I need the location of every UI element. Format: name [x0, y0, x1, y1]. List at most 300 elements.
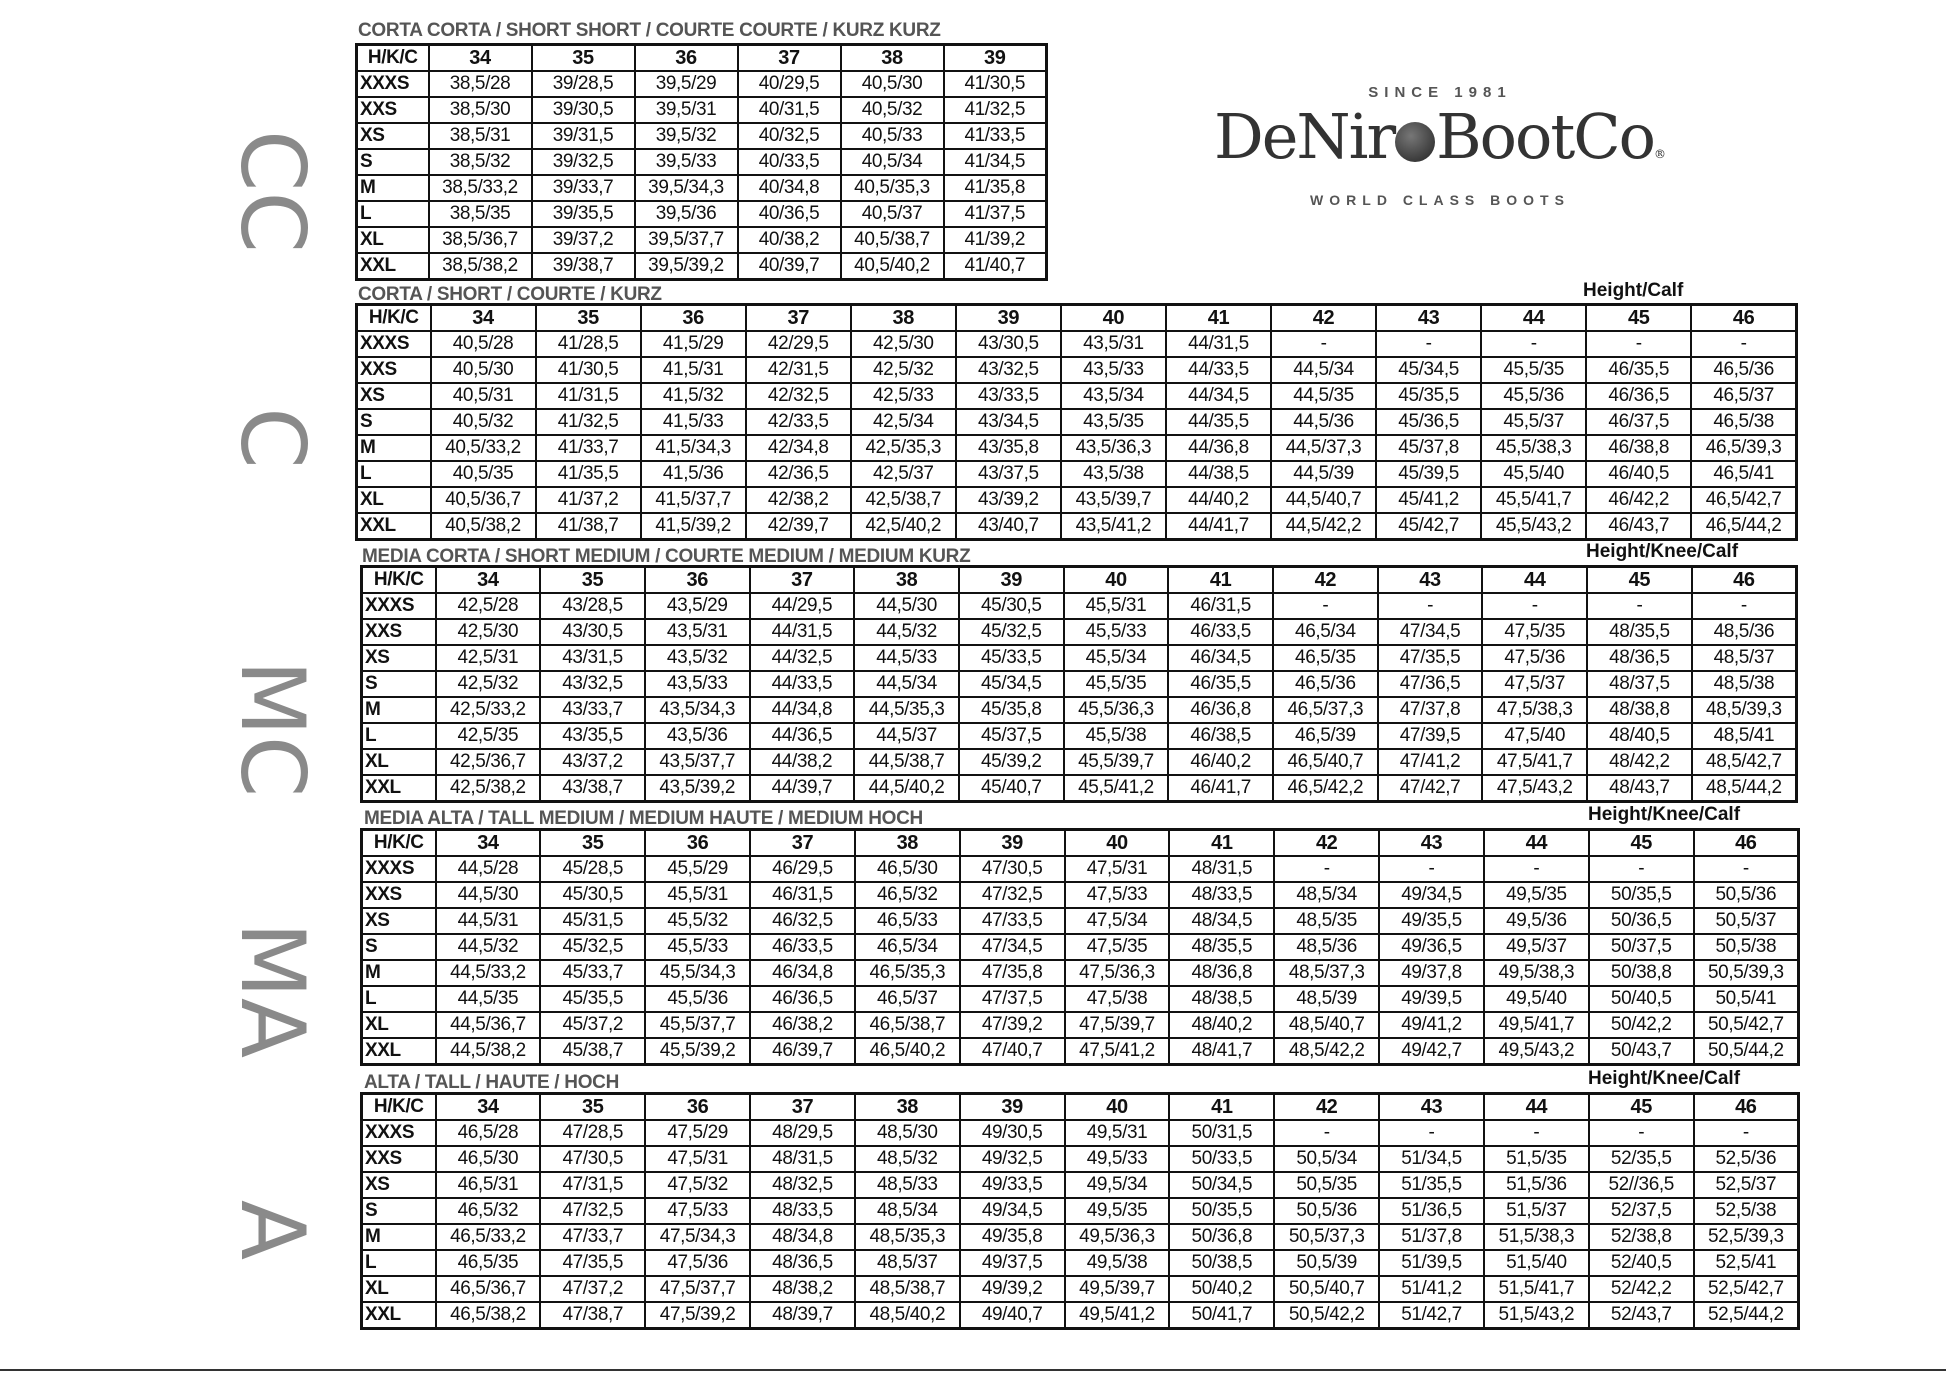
table-cell: 43,5/39,7 — [1061, 487, 1166, 513]
size-table-media-alta — [360, 828, 1800, 1066]
table-cell: 42/34,8 — [746, 435, 851, 461]
row-label-header: H/K/C — [357, 305, 431, 332]
row-size-label: XL — [362, 1012, 436, 1038]
column-header-size: 46 — [1694, 1094, 1799, 1121]
column-header-size: 42 — [1274, 1094, 1379, 1121]
table-cell: 45,5/35 — [1064, 671, 1169, 697]
table-cell: 42/36,5 — [746, 461, 851, 487]
table-cell: 45,5/36,3 — [1064, 697, 1169, 723]
table-cell: 49,5/38 — [1065, 1250, 1170, 1276]
table-cell: - — [1273, 593, 1378, 619]
table-cell: 40,5/37 — [841, 201, 944, 227]
table-cell: 46/38,5 — [1168, 723, 1273, 749]
column-header-size: 43 — [1378, 567, 1483, 594]
table-row — [362, 960, 1799, 986]
table-cell: 51,5/40 — [1484, 1250, 1589, 1276]
table-cell: 46,5/40,2 — [855, 1038, 960, 1065]
header-label-height-knee-calf-mc: Height/Knee/Calf — [1586, 541, 1739, 562]
table-cell: 51,5/38,3 — [1484, 1224, 1589, 1250]
table-cell: 47/42,7 — [1378, 775, 1483, 802]
bottom-divider — [0, 1369, 1946, 1371]
table-cell: 50,5/35 — [1274, 1172, 1379, 1198]
table-cell: 45/36,5 — [1376, 409, 1481, 435]
table-cell: 46,5/35 — [436, 1250, 541, 1276]
table-cell: 42,5/40,2 — [851, 513, 956, 540]
table-row — [362, 1276, 1799, 1302]
table-cell: 50/35,5 — [1589, 882, 1694, 908]
table-cell: 40/36,5 — [738, 201, 841, 227]
table-cell: 45/37,2 — [540, 1012, 645, 1038]
table-cell: 44,5/38,2 — [436, 1038, 541, 1065]
table-row — [362, 1172, 1799, 1198]
table-cell: 45,5/36 — [645, 986, 750, 1012]
table-cell: 47/34,5 — [960, 934, 1065, 960]
table-cell: 46,5/44,2 — [1691, 513, 1796, 540]
side-label-ma: MA — [221, 922, 324, 1059]
table-cell: 49/35,8 — [960, 1224, 1065, 1250]
table-cell: 51,5/36 — [1484, 1172, 1589, 1198]
table-cell: 44/39,7 — [750, 775, 855, 802]
table-cell: 41,5/39,2 — [641, 513, 746, 540]
column-header-size: 43 — [1379, 1094, 1484, 1121]
table-cell: 50/34,5 — [1169, 1172, 1274, 1198]
table-cell: 43,5/32 — [645, 645, 750, 671]
logo-brand-first: DeNir — [1213, 100, 1395, 173]
header-label-height-knee-calf-a: Height/Knee/Calf — [1588, 1068, 1741, 1089]
table-cell: 47,5/37 — [1482, 671, 1587, 697]
table-cell: 44/31,5 — [1166, 331, 1271, 357]
table-cell: 40,5/34 — [841, 149, 944, 175]
column-header-size: 43 — [1376, 305, 1481, 332]
row-size-label: XXS — [357, 357, 431, 383]
table-cell: 49/36,5 — [1379, 934, 1484, 960]
table-cell: 47,5/38,3 — [1482, 697, 1587, 723]
table-cell: 44,5/35,3 — [854, 697, 959, 723]
table-row — [362, 934, 1799, 960]
table-cell: 48,5/42,2 — [1274, 1038, 1379, 1065]
table-cell: 43/28,5 — [540, 593, 645, 619]
table-cell: 52,5/41 — [1694, 1250, 1799, 1276]
table-cell: 44,5/31 — [436, 908, 541, 934]
table-cell: 48/35,5 — [1169, 934, 1274, 960]
row-size-label: XXXS — [362, 1120, 436, 1146]
column-header-size: 39 — [960, 830, 1065, 857]
size-table-corta — [355, 303, 1798, 541]
table-cell: - — [1484, 856, 1589, 882]
table-cell: 42/29,5 — [746, 331, 851, 357]
table-cell: 50,5/37 — [1694, 908, 1799, 934]
table-cell: 50,5/34 — [1274, 1146, 1379, 1172]
table-cell: 45/33,5 — [959, 645, 1064, 671]
column-header-size: 35 — [532, 45, 635, 72]
table-cell: 46,5/32 — [436, 1198, 541, 1224]
table-cell: 41,5/32 — [641, 383, 746, 409]
table-cell: 48/29,5 — [750, 1120, 855, 1146]
table-cell: 48/34,8 — [750, 1224, 855, 1250]
table-cell: 44/34,8 — [750, 697, 855, 723]
table-row — [357, 71, 1047, 97]
table-cell: 45/39,5 — [1376, 461, 1481, 487]
table-header-row — [362, 830, 1799, 857]
table-cell: 45,5/39,7 — [1064, 749, 1169, 775]
table-cell: 49/42,7 — [1379, 1038, 1484, 1065]
row-size-label: L — [362, 1250, 436, 1276]
row-size-label: L — [357, 201, 429, 227]
table-cell: 48,5/37 — [1692, 645, 1797, 671]
table-cell: 49/41,2 — [1379, 1012, 1484, 1038]
table-cell: 47,5/35 — [1065, 934, 1170, 960]
table-cell: 43/40,7 — [956, 513, 1061, 540]
table-cell: 48/43,7 — [1587, 775, 1692, 802]
table-cell: 51,5/35 — [1484, 1146, 1589, 1172]
table-cell: 46,5/35,3 — [855, 960, 960, 986]
table-cell: 47,5/31 — [1065, 856, 1170, 882]
table-cell: 50/42,2 — [1589, 1012, 1694, 1038]
table-cell: 42,5/34 — [851, 409, 956, 435]
table-cell: 47,5/34 — [1065, 908, 1170, 934]
table-cell: 52/38,8 — [1589, 1224, 1694, 1250]
table-cell: 46,5/38,2 — [436, 1302, 541, 1329]
table-cell: 46,5/35 — [1273, 645, 1378, 671]
row-size-label: XXXS — [362, 856, 436, 882]
table-cell: 45,5/38 — [1064, 723, 1169, 749]
table-cell: 50,5/36 — [1694, 882, 1799, 908]
table-cell: 47,5/33 — [1065, 882, 1170, 908]
table-cell: 46,5/33 — [855, 908, 960, 934]
row-size-label: XXL — [357, 253, 429, 280]
table-cell: 43/35,8 — [956, 435, 1061, 461]
column-header-size: 37 — [750, 830, 855, 857]
table-cell: 48/36,5 — [1587, 645, 1692, 671]
table-cell: 41,5/33 — [641, 409, 746, 435]
table-cell: 40,5/40,2 — [841, 253, 944, 280]
table-cell: - — [1379, 1120, 1484, 1146]
table-cell: 40,5/33,2 — [431, 435, 536, 461]
column-header-size: 34 — [436, 567, 541, 594]
row-size-label: S — [362, 934, 436, 960]
table-cell: 44,5/35 — [1271, 383, 1376, 409]
table-cell: 42,5/28 — [436, 593, 541, 619]
row-size-label: XXXS — [362, 593, 436, 619]
table-cell: 41/32,5 — [536, 409, 641, 435]
table-cell: 46/35,5 — [1586, 357, 1691, 383]
row-size-label: M — [357, 435, 431, 461]
table-cell: 46/38,2 — [750, 1012, 855, 1038]
table-cell: 46/41,7 — [1168, 775, 1273, 802]
table-cell: 46,5/36,7 — [436, 1276, 541, 1302]
table-cell: 42,5/37 — [851, 461, 956, 487]
table-cell: 52/35,5 — [1589, 1146, 1694, 1172]
table-cell: 43/33,5 — [956, 383, 1061, 409]
table-cell: 44/36,5 — [750, 723, 855, 749]
table-cell: 40,5/30 — [431, 357, 536, 383]
table-cell: 41/33,5 — [944, 123, 1047, 149]
table-cell: 45,5/29 — [645, 856, 750, 882]
table-cell: 44,5/34 — [854, 671, 959, 697]
table-row — [357, 513, 1797, 540]
table-cell: 43/33,7 — [540, 697, 645, 723]
table-cell: 49,5/37 — [1484, 934, 1589, 960]
table-cell: 40,5/28 — [431, 331, 536, 357]
column-header-size: 35 — [540, 830, 645, 857]
table-cell: 50,5/37,3 — [1274, 1224, 1379, 1250]
row-size-label: XS — [362, 908, 436, 934]
table-cell: 44/40,2 — [1166, 487, 1271, 513]
table-cell: 46/34,8 — [750, 960, 855, 986]
table-cell: 47,5/37,7 — [645, 1276, 750, 1302]
table-cell: 47/39,5 — [1378, 723, 1483, 749]
table-cell: 41/34,5 — [944, 149, 1047, 175]
table-cell: 46/36,8 — [1168, 697, 1273, 723]
table-cell: 47,5/39,2 — [645, 1302, 750, 1329]
table-cell: 48/42,2 — [1587, 749, 1692, 775]
table-cell: 46,5/36 — [1691, 357, 1796, 383]
table-cell: 43/35,5 — [540, 723, 645, 749]
column-header-size: 43 — [1379, 830, 1484, 857]
table-cell: 39/33,7 — [532, 175, 635, 201]
column-header-size: 34 — [436, 1094, 541, 1121]
table-cell: 50,5/38 — [1694, 934, 1799, 960]
column-header-size: 46 — [1692, 567, 1797, 594]
logo-brand-second: BootCo — [1436, 100, 1655, 173]
table-cell: 48,5/34 — [855, 1198, 960, 1224]
table-cell: 39/28,5 — [532, 71, 635, 97]
table-cell: 47/37,8 — [1378, 697, 1483, 723]
table-cell: 49,5/39,7 — [1065, 1276, 1170, 1302]
section-title-corta-corta: CORTA CORTA / SHORT SHORT / COURTE COURTE / KURZ KURZ — [358, 20, 941, 41]
row-size-label: XXS — [362, 1146, 436, 1172]
table-cell: 46,5/42,2 — [1273, 775, 1378, 802]
side-label-a: A — [221, 1199, 324, 1261]
column-header-size: 39 — [960, 1094, 1065, 1121]
table-cell: 39/37,2 — [532, 227, 635, 253]
table-row — [357, 331, 1797, 357]
table-cell: 45/35,5 — [1376, 383, 1481, 409]
column-header-size: 45 — [1586, 305, 1691, 332]
table-cell: 41/40,7 — [944, 253, 1047, 280]
table-cell: 48/32,5 — [750, 1172, 855, 1198]
table-cell: 45,5/37,7 — [645, 1012, 750, 1038]
table-cell: 52,5/39,3 — [1694, 1224, 1799, 1250]
table-cell: 50,5/39 — [1274, 1250, 1379, 1276]
table-cell: 39,5/34,3 — [635, 175, 738, 201]
table-cell: 45/32,5 — [959, 619, 1064, 645]
table-row — [362, 1198, 1799, 1224]
table-cell: 46,5/30 — [436, 1146, 541, 1172]
table-cell: 42,5/30 — [851, 331, 956, 357]
table-cell: 41/35,8 — [944, 175, 1047, 201]
table-cell: 45,5/33 — [1064, 619, 1169, 645]
side-label-c: C — [221, 407, 324, 469]
table-row — [357, 409, 1797, 435]
row-size-label: XS — [362, 1172, 436, 1198]
table-cell: 45/34,5 — [1376, 357, 1481, 383]
table-row — [357, 383, 1797, 409]
row-size-label: L — [362, 723, 436, 749]
table-cell: 48,5/39 — [1274, 986, 1379, 1012]
row-size-label: XXL — [357, 513, 431, 540]
table-cell: 46/37,5 — [1586, 409, 1691, 435]
table-cell: 49,5/38,3 — [1484, 960, 1589, 986]
column-header-size: 44 — [1484, 1094, 1589, 1121]
table-cell: - — [1484, 1120, 1589, 1146]
section-title-media-alta: MEDIA ALTA / TALL MEDIUM / MEDIUM HAUTE / MEDIUM HOCH — [364, 808, 923, 829]
table-cell: 48/40,2 — [1169, 1012, 1274, 1038]
table-cell: 48,5/35 — [1274, 908, 1379, 934]
table-cell: 41,5/29 — [641, 331, 746, 357]
table-cell: 50/36,5 — [1589, 908, 1694, 934]
table-cell: 39/35,5 — [532, 201, 635, 227]
table-row — [362, 986, 1799, 1012]
column-header-size: 36 — [645, 830, 750, 857]
table-row — [357, 175, 1047, 201]
table-cell: 40,5/30 — [841, 71, 944, 97]
table-cell: 50,5/40,7 — [1274, 1276, 1379, 1302]
table-cell: 46,5/39 — [1273, 723, 1378, 749]
table-cell: 49,5/35 — [1484, 882, 1589, 908]
table-cell: 43/32,5 — [540, 671, 645, 697]
table-cell: 47/37,5 — [960, 986, 1065, 1012]
table-row — [362, 619, 1797, 645]
table-header-row — [357, 45, 1047, 72]
table-cell: 45/30,5 — [959, 593, 1064, 619]
row-label-header: H/K/C — [362, 1094, 436, 1121]
table-cell: 46,5/31 — [436, 1172, 541, 1198]
table-row — [362, 856, 1799, 882]
table-cell: 45/34,5 — [959, 671, 1064, 697]
column-header-size: 37 — [750, 567, 855, 594]
table-cell: 44,5/33,2 — [436, 960, 541, 986]
table-cell: - — [1694, 856, 1799, 882]
table-cell: 39,5/31 — [635, 97, 738, 123]
table-cell: 44,5/40,2 — [854, 775, 959, 802]
row-size-label: M — [357, 175, 429, 201]
column-header-size: 41 — [1166, 305, 1271, 332]
table-cell: 46,5/32 — [855, 882, 960, 908]
table-cell: 46/33,5 — [750, 934, 855, 960]
table-cell: 42,5/31 — [436, 645, 541, 671]
row-size-label: XL — [362, 1276, 436, 1302]
table-cell: 42,5/38,2 — [436, 775, 541, 802]
table-cell: 40/34,8 — [738, 175, 841, 201]
table-cell: 48,5/30 — [855, 1120, 960, 1146]
table-cell: 48/41,7 — [1169, 1038, 1274, 1065]
table-cell: 49,5/41,7 — [1484, 1012, 1589, 1038]
table-cell: 49/30,5 — [960, 1120, 1065, 1146]
row-size-label: XL — [362, 749, 436, 775]
table-cell: 44,5/30 — [854, 593, 959, 619]
table-cell: 45/37,8 — [1376, 435, 1481, 461]
table-cell: 44/33,5 — [1166, 357, 1271, 383]
table-cell: 45/42,7 — [1376, 513, 1481, 540]
table-cell: 41/35,5 — [536, 461, 641, 487]
table-cell: 47/41,2 — [1378, 749, 1483, 775]
table-cell: 46,5/37 — [855, 986, 960, 1012]
column-header-size: 36 — [645, 1094, 750, 1121]
table-cell: 50/38,5 — [1169, 1250, 1274, 1276]
table-cell: 51/35,5 — [1379, 1172, 1484, 1198]
table-cell: 44,5/32 — [436, 934, 541, 960]
table-cell: 39,5/29 — [635, 71, 738, 97]
table-cell: 43/34,5 — [956, 409, 1061, 435]
section-title-corta: CORTA / SHORT / COURTE / KURZ — [358, 284, 662, 305]
size-table-corta-corta — [355, 43, 1048, 281]
table-cell: 49,5/34 — [1065, 1172, 1170, 1198]
table-cell: 48/35,5 — [1587, 619, 1692, 645]
table-cell: 40,5/32 — [841, 97, 944, 123]
table-row — [362, 671, 1797, 697]
table-cell: 42,5/32 — [851, 357, 956, 383]
row-size-label: XL — [357, 227, 429, 253]
table-cell: - — [1692, 593, 1797, 619]
table-cell: 41/37,2 — [536, 487, 641, 513]
table-cell: 50,5/42,7 — [1694, 1012, 1799, 1038]
table-cell: 38,5/30 — [429, 97, 532, 123]
table-cell: 44,5/39 — [1271, 461, 1376, 487]
table-cell: 47/35,8 — [960, 960, 1065, 986]
table-cell: 49/37,5 — [960, 1250, 1065, 1276]
table-cell: 42/39,7 — [746, 513, 851, 540]
column-header-size: 44 — [1481, 305, 1586, 332]
table-cell: 48,5/35,3 — [855, 1224, 960, 1250]
side-label-cc: CC — [221, 130, 324, 253]
table-cell: 42,5/35,3 — [851, 435, 956, 461]
table-cell: 42/32,5 — [746, 383, 851, 409]
column-header-size: 45 — [1589, 1094, 1694, 1121]
table-cell: 49/34,5 — [960, 1198, 1065, 1224]
table-cell: 44,5/28 — [436, 856, 541, 882]
table-cell: 47,5/38 — [1065, 986, 1170, 1012]
table-row — [357, 227, 1047, 253]
registered-mark: ® — [1654, 147, 1667, 161]
table-cell: 42,5/36,7 — [436, 749, 541, 775]
table-cell: 48/40,5 — [1587, 723, 1692, 749]
table-row — [357, 201, 1047, 227]
table-cell: 44,5/40,7 — [1271, 487, 1376, 513]
table-cell: 42,5/38,7 — [851, 487, 956, 513]
table-cell: 41/32,5 — [944, 97, 1047, 123]
table-row — [362, 1302, 1799, 1329]
table-cell: 50,5/36 — [1274, 1198, 1379, 1224]
table-cell: 45,5/40 — [1481, 461, 1586, 487]
table-cell: 51/36,5 — [1379, 1198, 1484, 1224]
table-cell: 48,5/36 — [1692, 619, 1797, 645]
table-cell: 46,5/39,3 — [1691, 435, 1796, 461]
table-cell: 48/38,8 — [1587, 697, 1692, 723]
table-cell: 47/32,5 — [540, 1198, 645, 1224]
table-cell: 46,5/34 — [1273, 619, 1378, 645]
table-cell: 45/35,5 — [540, 986, 645, 1012]
table-cell: 48,5/39,3 — [1692, 697, 1797, 723]
row-size-label: XXS — [357, 97, 429, 123]
table-cell: 44/31,5 — [750, 619, 855, 645]
boot-ball-icon — [1395, 122, 1435, 162]
table-cell: 39/32,5 — [532, 149, 635, 175]
column-header-size: 35 — [540, 1094, 645, 1121]
table-cell: 51/41,2 — [1379, 1276, 1484, 1302]
table-cell: - — [1274, 856, 1379, 882]
row-label-header: H/K/C — [357, 45, 429, 72]
table-cell: - — [1376, 331, 1481, 357]
table-cell: 46/31,5 — [1168, 593, 1273, 619]
table-row — [362, 1012, 1799, 1038]
table-row — [362, 775, 1797, 802]
table-cell: - — [1481, 331, 1586, 357]
table-cell: 46/42,2 — [1586, 487, 1691, 513]
table-cell: 42/31,5 — [746, 357, 851, 383]
table-cell: 40/33,5 — [738, 149, 841, 175]
table-cell: 38,5/36,7 — [429, 227, 532, 253]
